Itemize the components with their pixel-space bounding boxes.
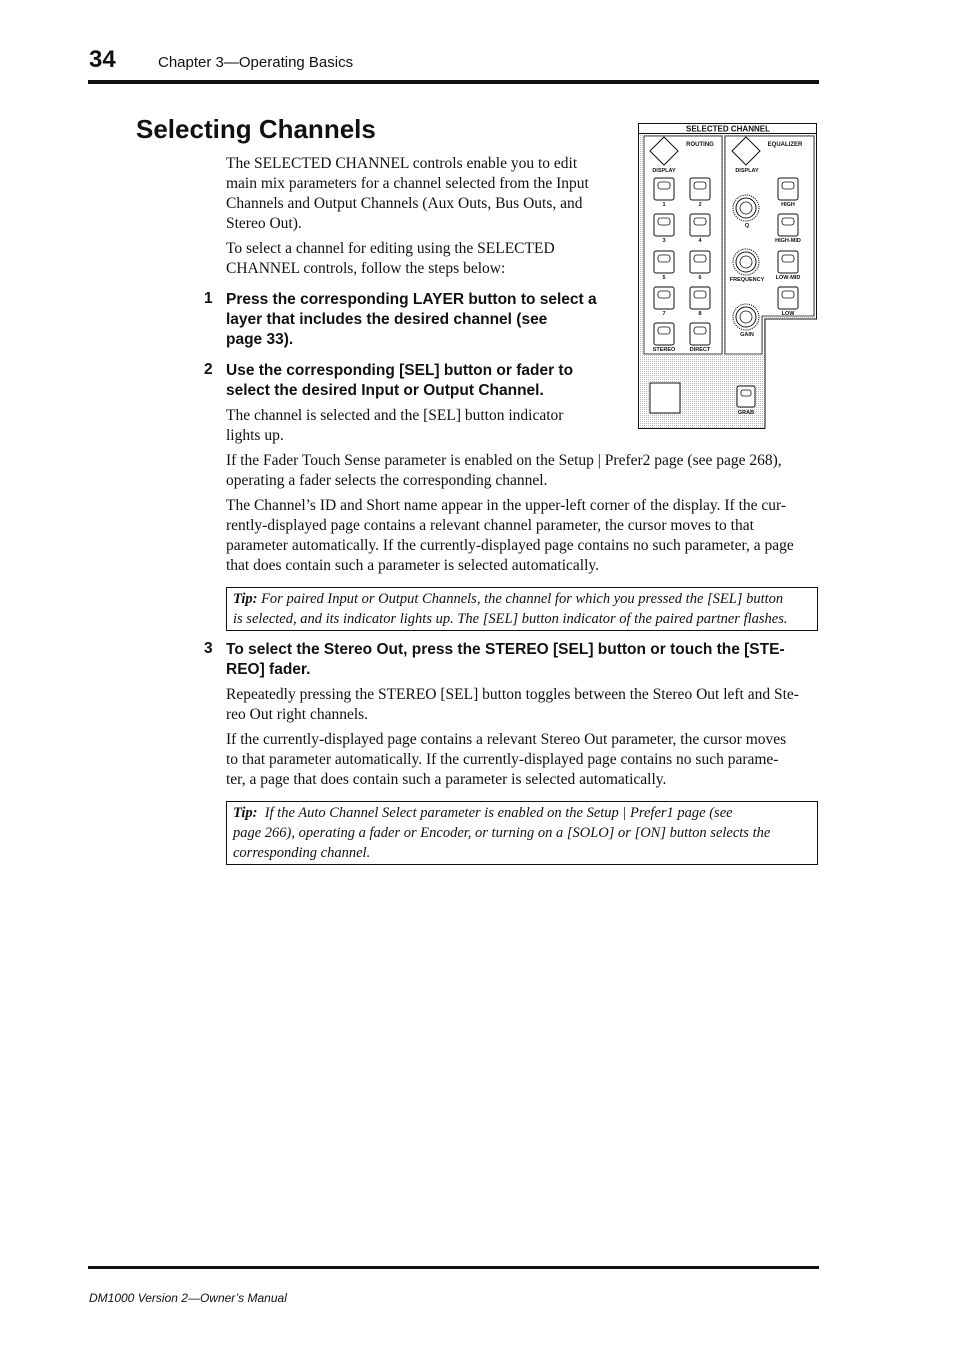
routing-button-label: STEREO — [652, 347, 676, 353]
text-line: To select the Stereo Out, press the STEREO [SEL] button or touch the [STE- — [226, 641, 785, 658]
text-line: is selected, and its indicator lights up. The [SEL] button indicator of the paired partner flashes. — [233, 611, 788, 627]
eq-band-label: LOW — [781, 311, 795, 317]
step-3 — [226, 640, 826, 680]
routing-button-4[interactable] — [690, 214, 710, 236]
tip-box-2 — [226, 801, 818, 865]
eq-band-label: LOW-MID — [775, 275, 801, 281]
frequency-knob[interactable] — [733, 249, 759, 275]
routing-button-label: 4 — [698, 238, 702, 244]
display-label-right: DISPLAY — [735, 168, 759, 174]
text-line: Press the corresponding LAYER button to select a — [226, 291, 597, 308]
knob-label: Q — [744, 223, 750, 229]
routing-button-label: 7 — [662, 311, 666, 317]
text-line: Stereo Out). — [226, 215, 302, 232]
routing-button-label: 1 — [662, 202, 666, 208]
eq-band-label: HIGH — [781, 202, 795, 208]
text-line: The Channel’s ID and Short name appear in the upper-left corner of the display. If the cur- — [226, 497, 787, 514]
eq-band-label: HIGH-MID — [775, 238, 801, 244]
text-line: operating a fader selects the corresponding channel. — [226, 472, 548, 489]
text-line: that does contain such a parameter is selected automatically. — [226, 557, 599, 574]
text-line: main mix parameters for a channel selected from the Input — [226, 175, 589, 192]
text-line — [233, 589, 811, 609]
routing-button-label: 5 — [662, 275, 666, 281]
routing-label: ROUTING — [686, 142, 714, 148]
routing-button-3[interactable] — [654, 214, 674, 236]
text-line: corresponding channel. — [233, 845, 371, 861]
text-line: layer that includes the desired channel (see — [226, 311, 548, 328]
routing-button-label: 6 — [698, 275, 702, 281]
grab-button[interactable] — [737, 386, 755, 407]
text-line: parameter automatically. If the currently-displayed page contains no such parameter, a page — [226, 537, 794, 554]
step-number-3: 3 — [204, 640, 213, 657]
intro-paragraph-1 — [226, 154, 626, 234]
text-line: to that parameter automatically. If the currently-displayed page contains no such parame- — [226, 751, 779, 768]
tip-label: Tip: — [233, 805, 258, 821]
routing-button-8[interactable] — [690, 287, 710, 309]
step-1 — [226, 290, 626, 350]
text-line: If the Fader Touch Sense parameter is enabled on the Setup | Prefer2 page (see page 268), — [226, 452, 782, 469]
tip-text: For paired Input or Output Channels, the channel for which you pressed the [SEL] button — [261, 591, 784, 607]
eq-band-button-low-mid[interactable] — [778, 251, 798, 273]
tip-label: Tip: — [233, 591, 258, 607]
display-label-left: DISPLAY — [652, 168, 676, 174]
channel-id-paragraph — [226, 496, 826, 576]
eq-band-button-low[interactable] — [778, 287, 798, 309]
page-title: Selecting Channels — [136, 114, 376, 144]
data-wheel-box[interactable] — [650, 383, 680, 413]
gain-knob[interactable] — [733, 304, 759, 330]
panel-title: SELECTED CHANNEL — [685, 124, 771, 134]
text-line: reo Out right channels. — [226, 706, 369, 723]
selected-channel-panel-illustration — [638, 123, 817, 429]
knob-label: GAIN — [740, 332, 754, 338]
text-line: page 266), operating a fader or Encoder, or turning on a [SOLO] or [ON] button selects the — [233, 825, 771, 841]
q-knob[interactable] — [733, 195, 759, 221]
chapter-heading: Chapter 3—Operating Basics — [158, 54, 354, 71]
text-line: REO] fader. — [226, 661, 311, 678]
text-line: Channels and Output Channels (Aux Outs, Bus Outs, and — [226, 195, 583, 212]
text-line — [233, 803, 811, 823]
step-number-2: 2 — [204, 361, 213, 378]
routing-button-label: 8 — [698, 311, 702, 317]
step-number-1: 1 — [204, 290, 213, 307]
routing-button-label: DIRECT — [689, 347, 711, 353]
fader-touch-paragraph — [226, 451, 826, 491]
text-line: The SELECTED CHANNEL controls enable you to edit — [226, 155, 578, 172]
routing-button-stereo[interactable] — [654, 323, 674, 345]
eq-band-button-high-mid[interactable] — [778, 214, 798, 236]
bottom-rule — [88, 1266, 819, 1269]
step-2-result — [226, 406, 626, 446]
routing-button-label: 2 — [698, 202, 702, 208]
routing-button-1[interactable] — [654, 178, 674, 200]
equalizer-label: EQUALIZER — [767, 142, 803, 148]
text-line: rently-displayed page contains a relevant channel parameter, the cursor moves to that — [226, 517, 754, 534]
text-line: select the desired Input or Output Channel. — [226, 382, 544, 399]
tip-box-1 — [226, 587, 818, 631]
intro-paragraph-2 — [226, 239, 626, 279]
tip-text: If the Auto Channel Select parameter is enabled on the Setup | Prefer1 page (see — [264, 805, 733, 821]
text-line: ter, a page that does contain such a parameter is selected automatically. — [226, 771, 667, 788]
step-2 — [226, 361, 626, 401]
routing-button-6[interactable] — [690, 251, 710, 273]
eq-band-button-high[interactable] — [778, 178, 798, 200]
text-line: If the currently-displayed page contains a relevant Stereo Out parameter, the cursor moves — [226, 731, 787, 748]
routing-button-2[interactable] — [690, 178, 710, 200]
routing-button-label: 3 — [662, 238, 666, 244]
text-line: Use the corresponding [SEL] button or fader to — [226, 362, 574, 379]
grab-label: GRAB — [737, 410, 755, 416]
text-line: Repeatedly pressing the STEREO [SEL] button toggles between the Stereo Out left and Ste- — [226, 686, 799, 703]
stereo-toggle-paragraph — [226, 685, 826, 725]
text-line: The channel is selected and the [SEL] button indicator — [226, 407, 564, 424]
stereo-cursor-paragraph — [226, 730, 826, 790]
page-number: 34 — [89, 46, 116, 73]
routing-button-5[interactable] — [654, 251, 674, 273]
routing-button-direct[interactable] — [690, 323, 710, 345]
text-line: CHANNEL controls, follow the steps below: — [226, 260, 506, 277]
footer-text: DM1000 Version 2—Owner’s Manual — [89, 1291, 287, 1305]
text-line: lights up. — [226, 427, 284, 444]
knob-label: FREQUENCY — [729, 277, 765, 283]
top-rule — [88, 80, 819, 84]
routing-button-7[interactable] — [654, 287, 674, 309]
text-line: page 33). — [226, 331, 294, 348]
text-line: To select a channel for editing using the SELECTED — [226, 240, 555, 257]
